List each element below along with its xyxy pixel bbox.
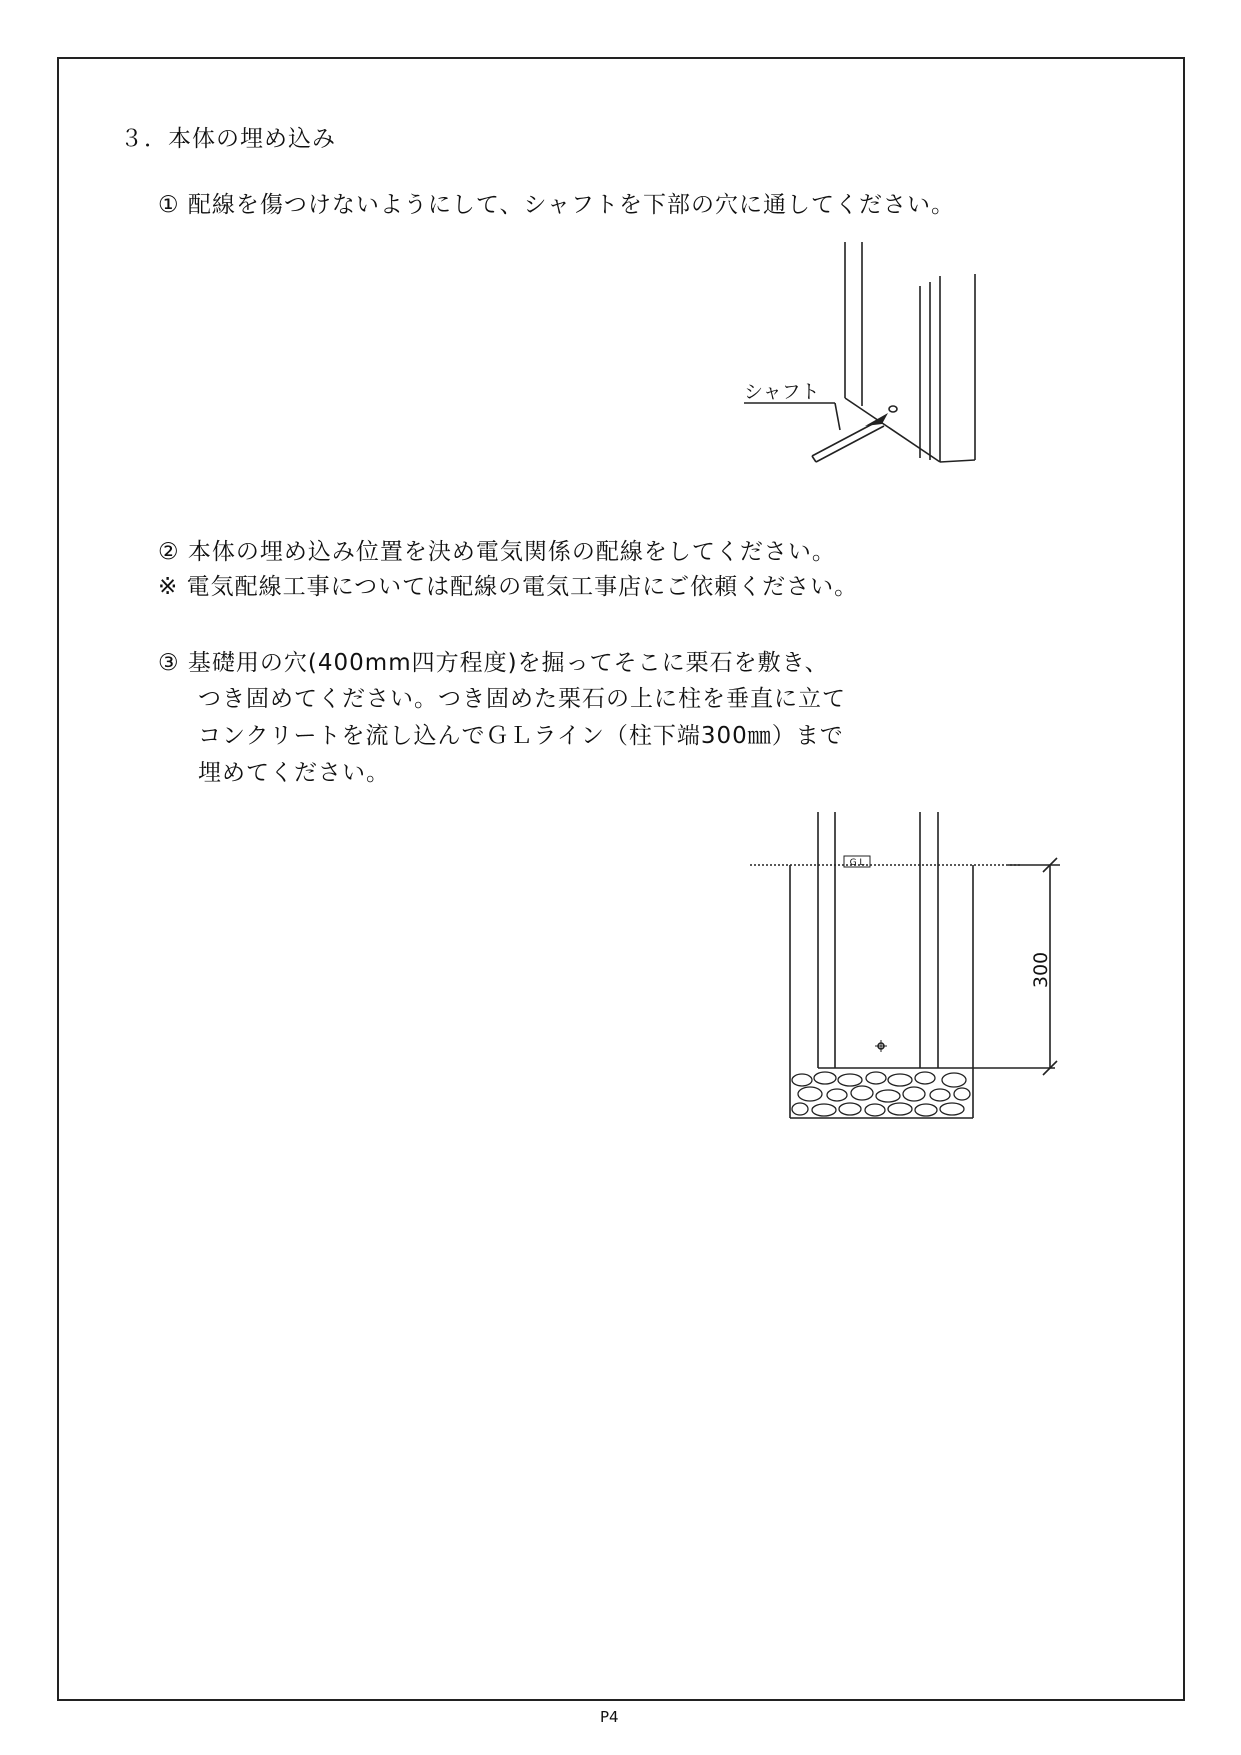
- shaft-insertion-figure: [730, 238, 1000, 473]
- gravel-stones: [792, 1072, 970, 1116]
- step-3-line-4: 埋めてください。: [198, 760, 390, 786]
- step-2-text: ② 本体の埋め込み位置を決め電気関係の配線をしてください。: [158, 539, 836, 565]
- step-3-line-3: コンクリートを流し込んでＧＬライン（柱下端300㎜）まで: [198, 723, 844, 749]
- step-1-text: ① 配線を傷つけないようにして、シャフトを下部の穴に通してください。: [158, 192, 956, 218]
- step-3-line-1: ③ 基礎用の穴(400mm四方程度)を掘ってそこに栗石を敷き、: [158, 650, 829, 676]
- page-number: P4: [600, 1708, 619, 1726]
- note-text: ※ 電気配線工事については配線の電気工事店にご依頼ください。: [158, 574, 859, 600]
- step-3-line-2: つき固めてください。つき固めた栗石の上に柱を垂直に立て: [198, 686, 846, 712]
- shaft-label: シャフト: [744, 381, 820, 403]
- gl-label: G L: [849, 858, 865, 868]
- foundation-section-figure: [740, 810, 1070, 1125]
- dimension-label: 300: [1030, 951, 1052, 989]
- section-title: ３．本体の埋め込み: [120, 126, 336, 152]
